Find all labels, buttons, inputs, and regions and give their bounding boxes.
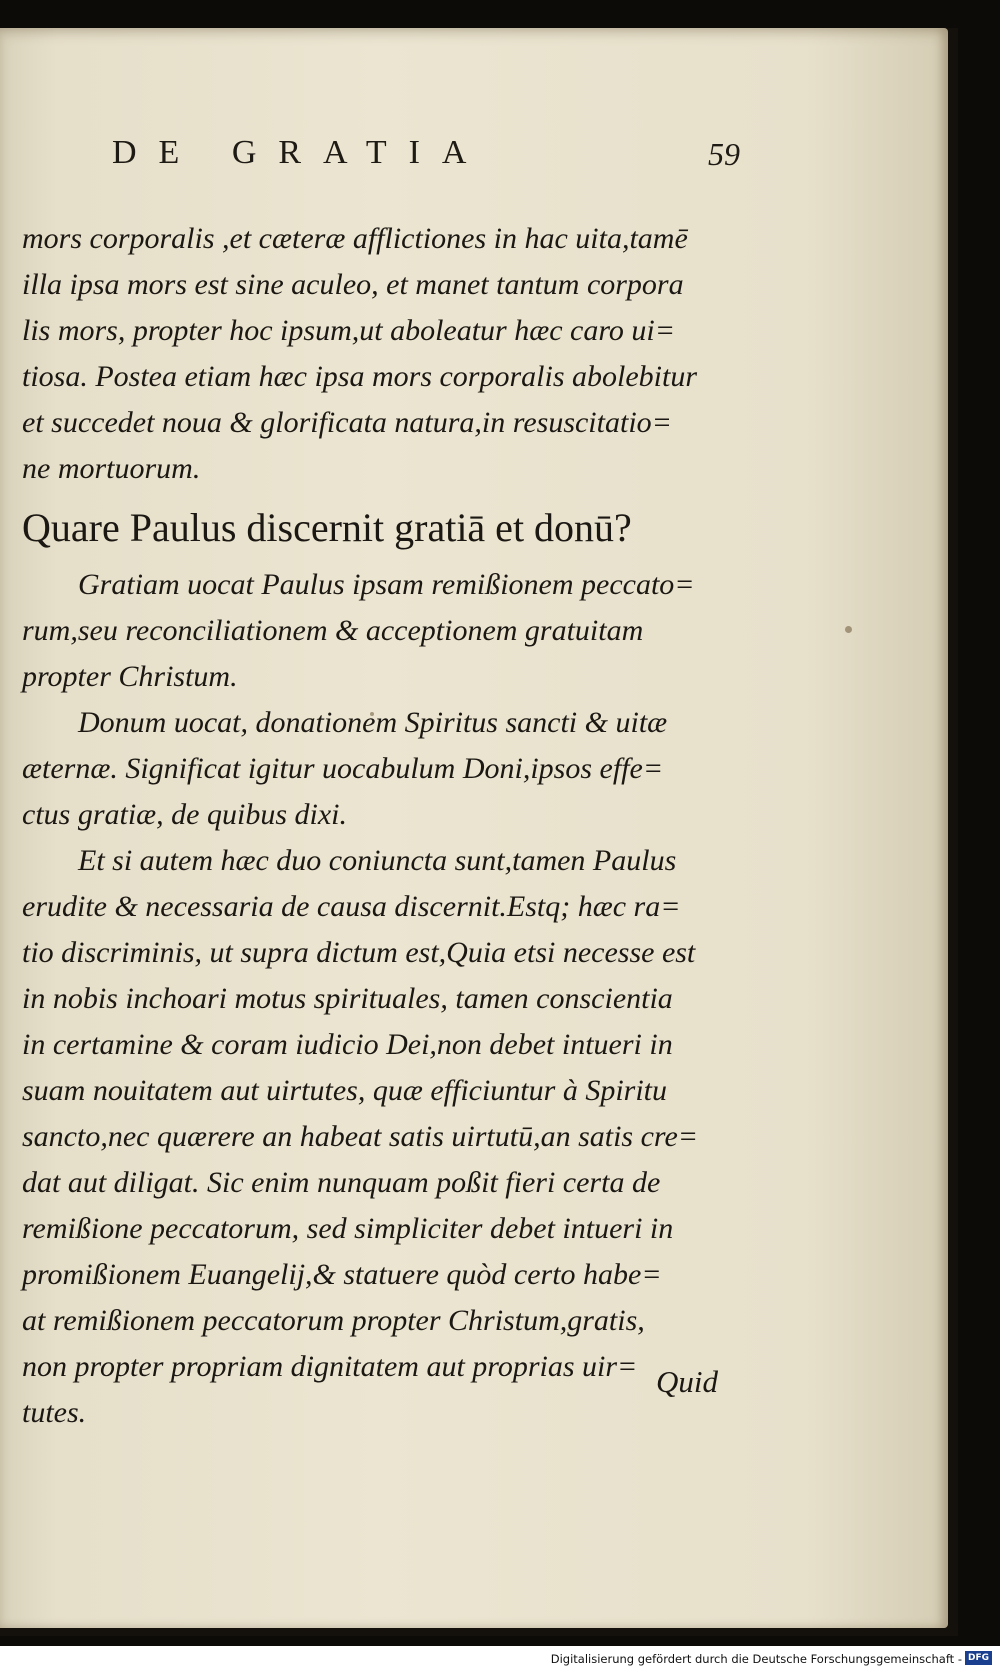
text-line: illa ipsa mors est sine aculeo, et manet tantum corpora <box>22 268 684 301</box>
text-line: ne mortuorum. <box>22 452 201 485</box>
text-line: tio discriminis, ut supra dictum est,Quia etsi necesse est <box>22 936 696 969</box>
page-text <box>22 216 750 1436</box>
page-number: 59 <box>708 136 740 172</box>
section-heading: Quare Paulus discernit gratiā et donū? <box>22 505 632 550</box>
paper-spot <box>845 626 852 633</box>
scan-background <box>0 28 958 1636</box>
text-line: suam nouitatem aut uirtutes, quæ efficiuntur à Spiritu <box>22 1074 667 1107</box>
text-line: propter Christum. <box>22 660 238 693</box>
text-line: tutes. <box>22 1396 87 1429</box>
book-page <box>0 28 948 1628</box>
text-line: non propter propriam dignitatem aut proprias uir= <box>22 1350 638 1383</box>
text-line: Et si autem hæc duo coniuncta sunt,tamen Paulus <box>78 844 677 877</box>
text-line: at remißionem peccatorum propter Christum,gratis, <box>22 1304 645 1337</box>
digitization-footer <box>0 1646 1000 1671</box>
running-head-title: DE GRATIA <box>112 134 489 171</box>
text-line: et succedet noua & glorificata natura,in resuscitatio= <box>22 406 672 439</box>
text-line: promißionem Euangelij,& statuere quòd certo habe= <box>22 1258 662 1291</box>
text-line: remißione peccatorum, sed simpliciter debet intueri in <box>22 1212 674 1245</box>
text-line: erudite & necessaria de causa discernit.Estq; hæc ra= <box>22 890 681 923</box>
text-line: Gratiam uocat Paulus ipsam remißionem peccato= <box>78 568 695 601</box>
text-line: æternæ. Significat igitur uocabulum Doni,ipsos effe= <box>22 752 664 785</box>
text-line: in certamine & coram iudicio Dei,non debet intueri in <box>22 1028 673 1061</box>
dfg-logo: DFG <box>965 1651 992 1665</box>
catchword: Quid <box>656 1364 718 1399</box>
text-line: in nobis inchoari motus spirituales, tamen conscientia <box>22 982 673 1015</box>
text-line: mors corporalis ,et cæteræ afflictiones in hac uita,tamē <box>22 222 688 255</box>
text-line: sancto,nec quærere an habeat satis uirtutū,an satis cre= <box>22 1120 699 1153</box>
text-line: rum,seu reconciliationem & acceptionem gratuitam <box>22 614 644 647</box>
text-line: Donum uocat, donationem Spiritus sancti & uitæ <box>78 706 668 739</box>
text-line: ctus gratiæ, de quibus dixi. <box>22 798 347 831</box>
text-line: lis mors, propter hoc ipsum,ut aboleatur hæc caro ui= <box>22 314 676 347</box>
running-head <box>112 134 740 182</box>
text-line: dat aut diligat. Sic enim nunquam poßit fieri certa de <box>22 1166 661 1199</box>
footer-credit: Digitalisierung gefördert durch die Deutsche Forschungsgemeinschaft - <box>550 1652 962 1666</box>
text-line: tiosa. Postea etiam hæc ipsa mors corporalis abolebitur <box>22 360 697 393</box>
